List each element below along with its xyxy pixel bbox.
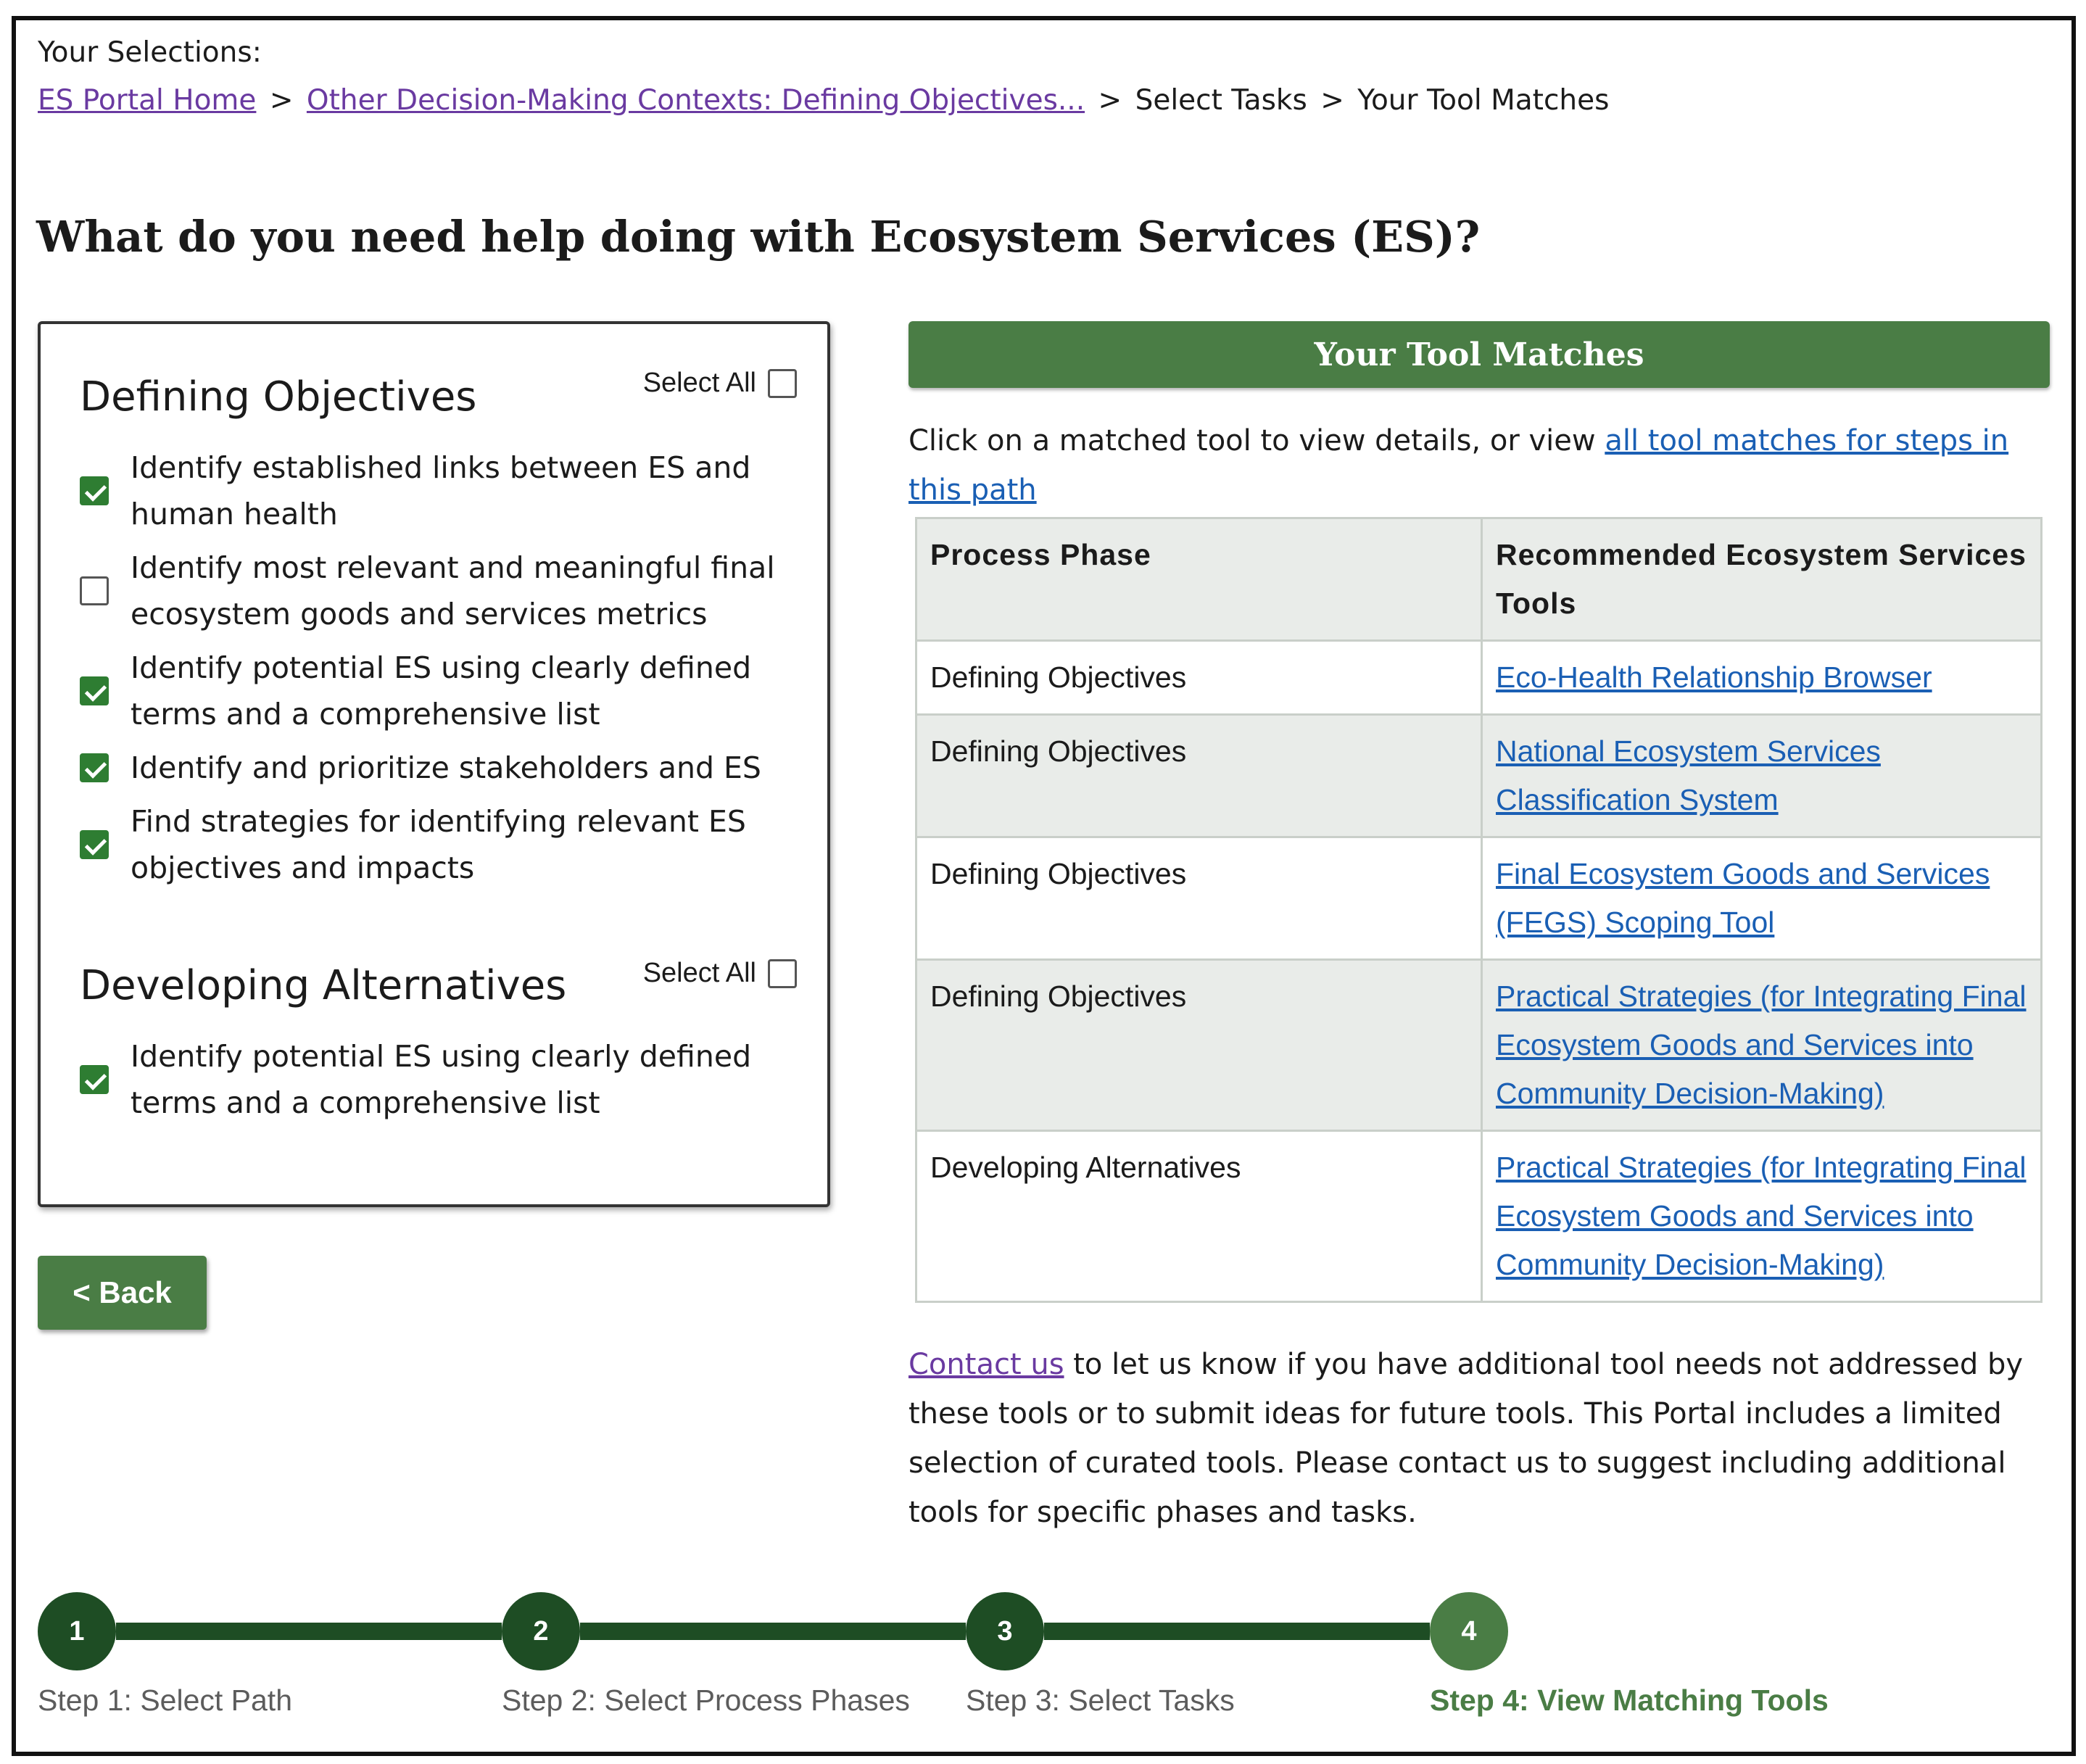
select-all-defining-objectives[interactable] bbox=[643, 368, 797, 399]
task-checkbox[interactable] bbox=[80, 1065, 109, 1094]
table-row bbox=[916, 641, 2042, 715]
breadcrumb-separator: > bbox=[1320, 84, 1344, 117]
column-header-recommended-tools: Recommended Ecosystem Services Tools bbox=[1482, 518, 2042, 641]
section-title-defining-objectives: Defining Objectives bbox=[80, 373, 477, 421]
table-row bbox=[916, 960, 2042, 1131]
task-label: Identify most relevant and meaningful final ecosystem goods and services metrics bbox=[131, 550, 775, 632]
step-2-label[interactable]: Step 2: Select Process Phases bbox=[502, 1684, 910, 1717]
select-all-developing-alternatives[interactable] bbox=[643, 958, 797, 989]
task-label: Identify established links between ES and human health bbox=[131, 450, 751, 531]
task-selection-panel bbox=[38, 321, 830, 1207]
task-item[interactable] bbox=[80, 444, 805, 537]
task-label: Find strategies for identifying relevant ES objectives and impacts bbox=[131, 804, 746, 885]
progress-stepper bbox=[38, 1592, 2068, 1737]
contact-us-link[interactable]: Contact us bbox=[909, 1348, 1064, 1381]
select-all-label: Select All bbox=[642, 958, 756, 988]
process-phase-cell: Developing Alternatives bbox=[916, 1131, 1482, 1302]
step-connector bbox=[1044, 1623, 1430, 1640]
table-row bbox=[916, 715, 2042, 837]
step-1-circle[interactable]: 1 bbox=[38, 1592, 116, 1670]
task-item[interactable] bbox=[80, 1033, 805, 1126]
step-1-label[interactable]: Step 1: Select Path bbox=[38, 1684, 293, 1717]
task-label: Identify potential ES using clearly defined terms and a comprehensive list bbox=[131, 1039, 752, 1120]
select-all-checkbox[interactable] bbox=[768, 369, 797, 398]
task-checkbox[interactable] bbox=[80, 753, 109, 782]
task-item[interactable] bbox=[80, 544, 805, 637]
select-all-checkbox[interactable] bbox=[768, 959, 797, 988]
tool-matches-header: Your Tool Matches bbox=[909, 321, 2050, 388]
column-header-process-phase: Process Phase bbox=[916, 518, 1482, 641]
process-phase-cell: Defining Objectives bbox=[916, 960, 1482, 1131]
matches-intro-text: Click on a matched tool to view details, or view bbox=[909, 424, 1605, 457]
task-item[interactable] bbox=[80, 745, 805, 791]
all-tool-matches-link[interactable]: all tool matches for steps in this path bbox=[909, 424, 2009, 507]
step-connector bbox=[580, 1623, 966, 1640]
step-3-label[interactable]: Step 3: Select Tasks bbox=[966, 1684, 1235, 1717]
section-title-developing-alternatives: Developing Alternatives bbox=[80, 962, 567, 1009]
selections-label: Your Selections: bbox=[38, 36, 262, 69]
task-item[interactable] bbox=[80, 645, 805, 737]
step-2-circle[interactable]: 2 bbox=[502, 1592, 580, 1670]
step-4-label: Step 4: View Matching Tools bbox=[1430, 1684, 1829, 1717]
contact-text: to let us know if you have additional tool needs not addressed by these tools or to submit ideas for future tools. This Portal includes a limited selection of curated tools. Please contact us to suggest including additional tools for specific phases and tasks. bbox=[909, 1348, 2024, 1529]
tool-matches-table bbox=[915, 517, 2042, 1303]
breadcrumb-home-link[interactable]: ES Portal Home bbox=[38, 84, 257, 117]
tool-link[interactable]: National Ecosystem Services Classification System bbox=[1496, 734, 1881, 816]
contact-paragraph bbox=[909, 1340, 2047, 1537]
tool-cell bbox=[1482, 837, 2042, 960]
tool-link[interactable]: Practical Strategies (for Integrating Final Ecosystem Goods and Services into Community Decision-Making) bbox=[1496, 980, 2027, 1110]
breadcrumb-separator: > bbox=[269, 84, 294, 117]
tool-link[interactable]: Final Ecosystem Goods and Services (FEGS) Scoping Tool bbox=[1496, 857, 1990, 939]
tool-link[interactable]: Practical Strategies (for Integrating Final Ecosystem Goods and Services into Community Decision-Making) bbox=[1496, 1151, 2027, 1281]
process-phase-cell: Defining Objectives bbox=[916, 715, 1482, 837]
breadcrumb-select-tasks: Select Tasks bbox=[1135, 84, 1307, 117]
process-phase-cell: Defining Objectives bbox=[916, 837, 1482, 960]
breadcrumb-current: Your Tool Matches bbox=[1357, 84, 1610, 117]
task-checkbox[interactable] bbox=[80, 830, 109, 859]
task-label: Identify potential ES using clearly defined terms and a comprehensive list bbox=[131, 650, 752, 732]
select-all-label: Select All bbox=[642, 368, 756, 398]
step-4-circle: 4 bbox=[1430, 1592, 1508, 1670]
step-connector bbox=[116, 1623, 502, 1640]
breadcrumb-context-link[interactable]: Other Decision-Making Contexts: Defining Objectives... bbox=[306, 84, 1085, 117]
table-row bbox=[916, 837, 2042, 960]
tool-cell bbox=[1482, 715, 2042, 837]
task-item[interactable] bbox=[80, 798, 805, 891]
page-title: What do you need help doing with Ecosystem Services (ES)? bbox=[36, 212, 1481, 262]
breadcrumb-separator: > bbox=[1098, 84, 1122, 117]
process-phase-cell: Defining Objectives bbox=[916, 641, 1482, 715]
task-checkbox[interactable] bbox=[80, 476, 109, 505]
tool-cell bbox=[1482, 960, 2042, 1131]
tool-cell bbox=[1482, 641, 2042, 715]
tool-cell bbox=[1482, 1131, 2042, 1302]
matches-intro bbox=[909, 416, 2040, 515]
breadcrumb bbox=[38, 84, 1609, 117]
task-checkbox[interactable] bbox=[80, 576, 109, 605]
tool-link[interactable]: Eco-Health Relationship Browser bbox=[1496, 661, 1932, 694]
task-checkbox[interactable] bbox=[80, 676, 109, 705]
table-header-row bbox=[916, 518, 2042, 641]
task-label: Identify and prioritize stakeholders and ES bbox=[131, 750, 761, 785]
table-row bbox=[916, 1131, 2042, 1302]
back-button[interactable]: < Back bbox=[38, 1256, 207, 1330]
step-3-circle[interactable]: 3 bbox=[966, 1592, 1044, 1670]
